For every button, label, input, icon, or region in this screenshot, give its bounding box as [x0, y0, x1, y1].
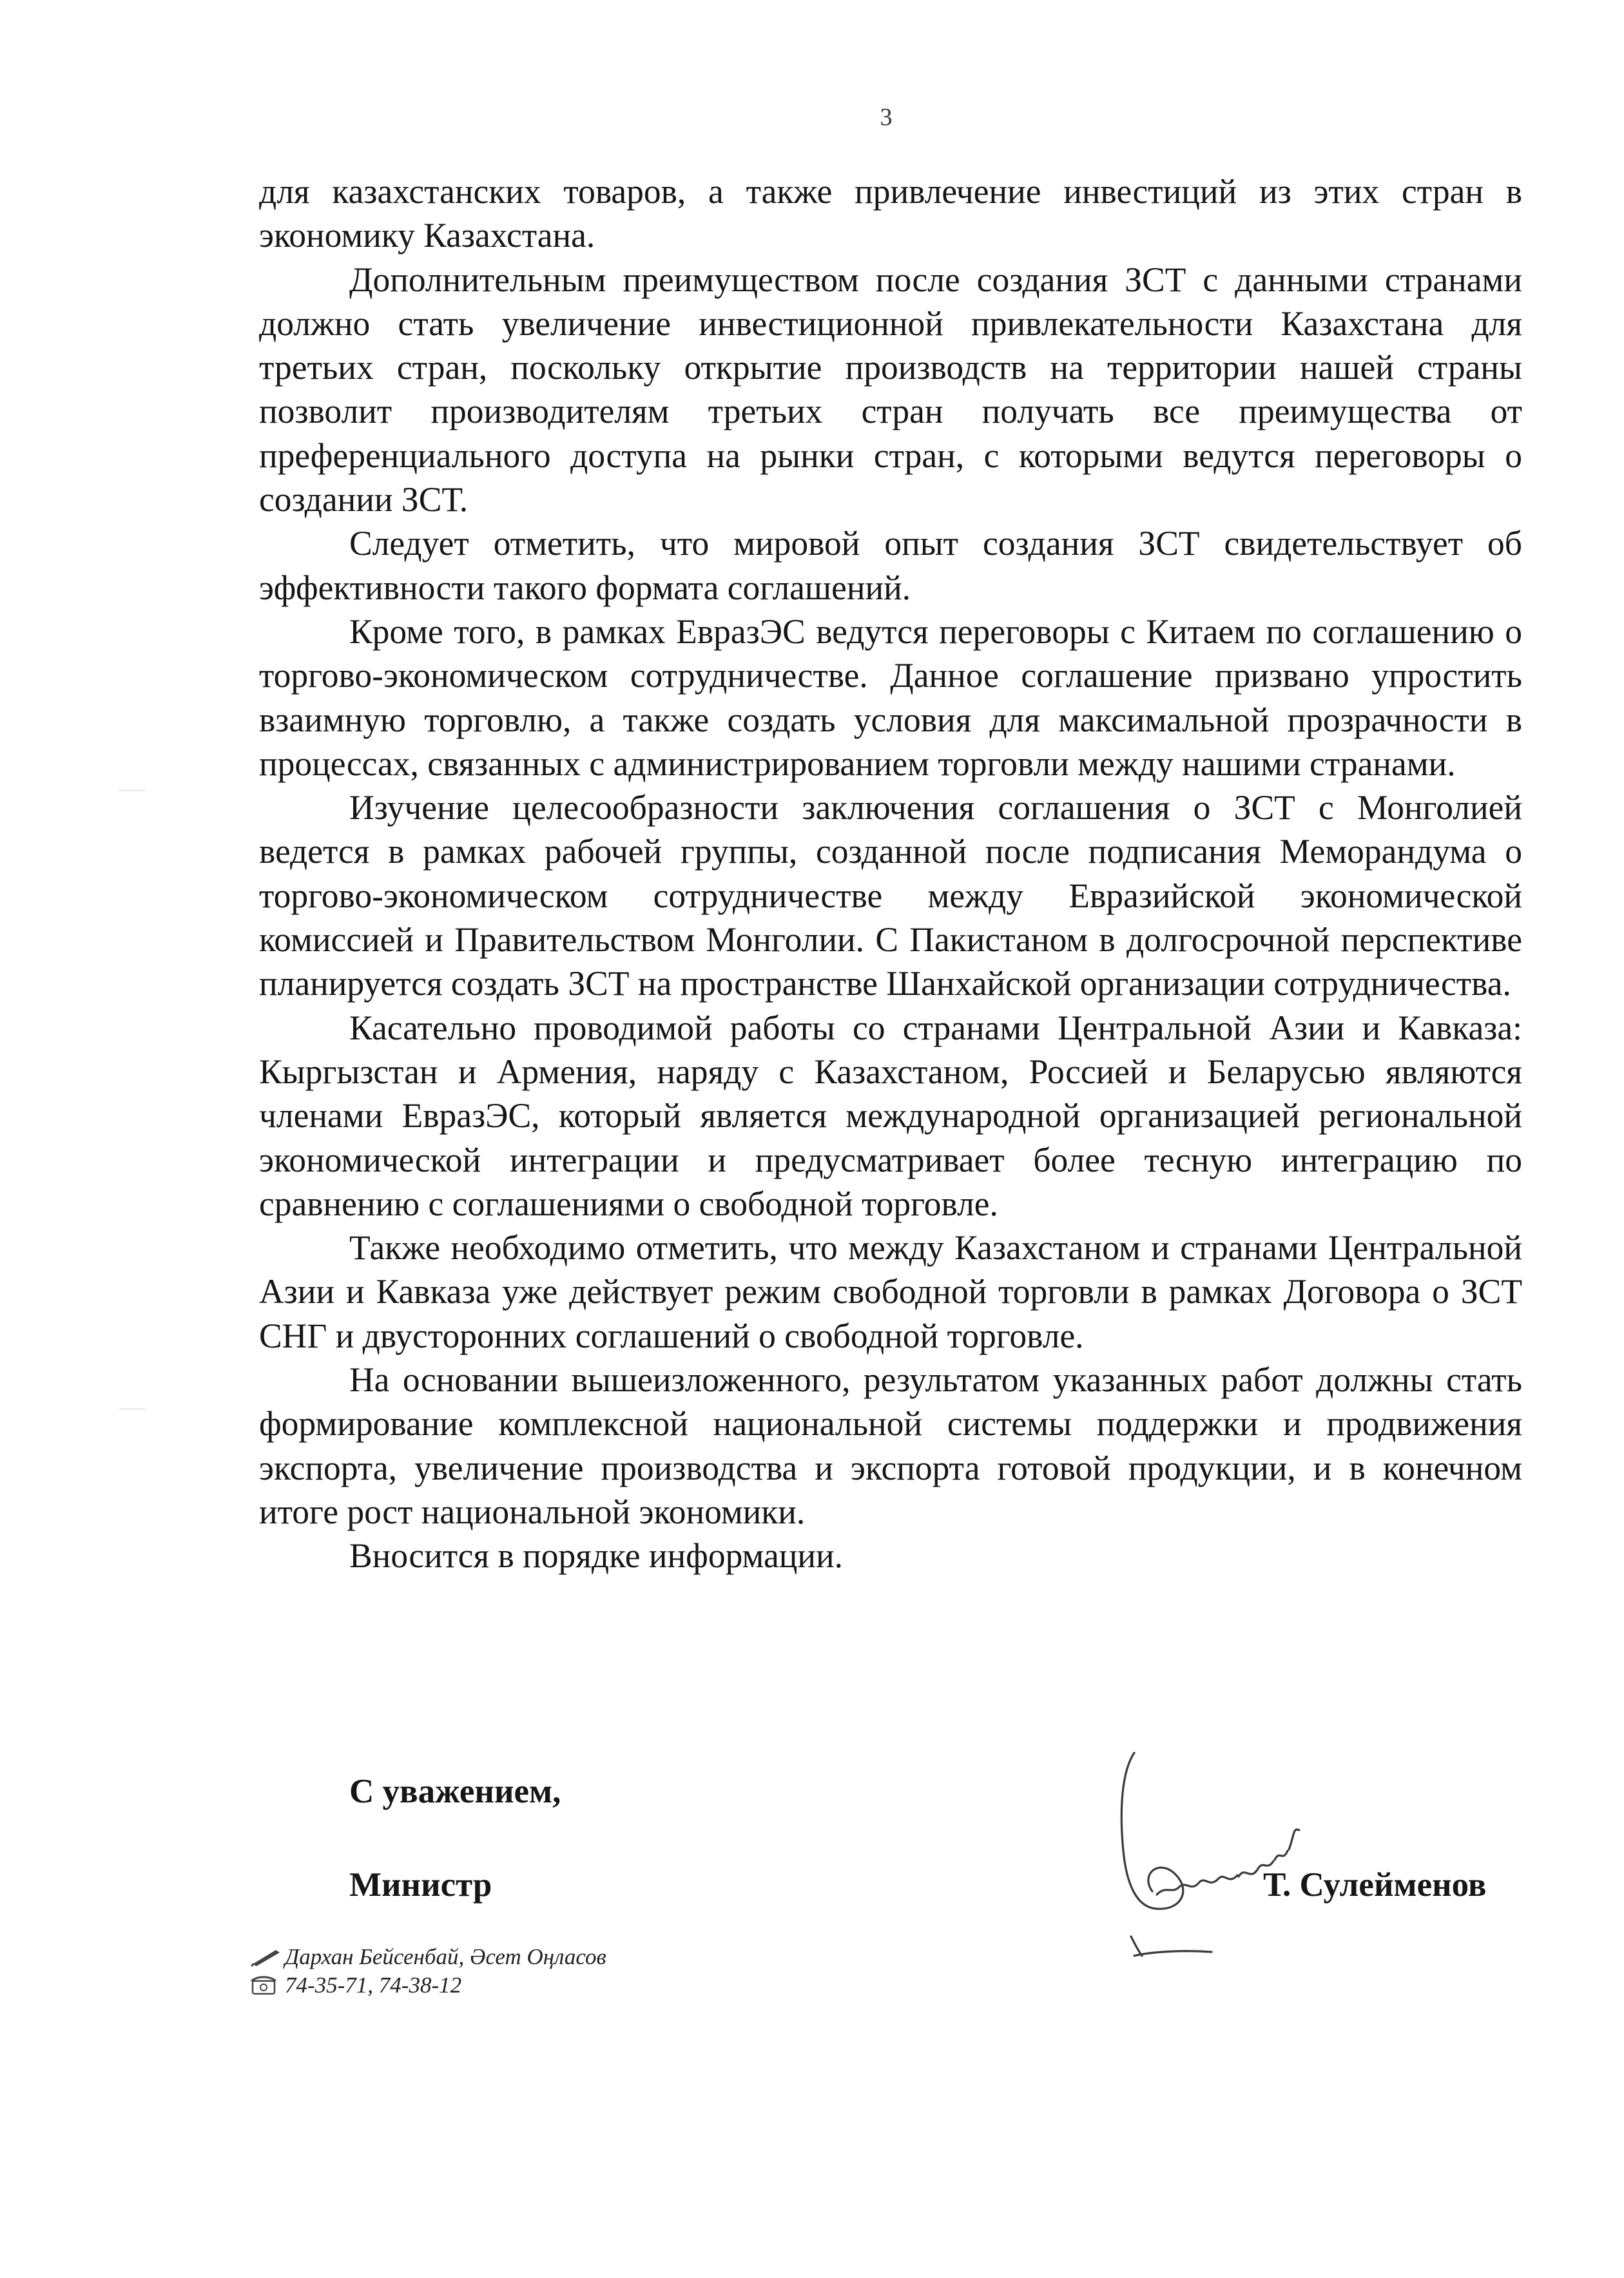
paragraph-mongolia-pakistan: Изучение целесообразности заключения соглашения о ЗСТ с Монголией ведется в рамках рабочей группы, созданной после подписания Меморандума о торгово-экономическом сотрудничестве между Евразийской экономической комиссией и Правительством Монголии. С Пакистаном в долгосрочной перспективе планируется создать ЗСТ на пространстве Шанхайской организации сотрудничества. — [259, 788, 1522, 1003]
phone-icon — [250, 1974, 285, 1996]
executors-names: Дархан Бейсенбай, Әсет Оңласов — [285, 1944, 606, 1969]
phones-row — [250, 1971, 606, 2000]
paragraph-china: Кроме того, в рамках ЕвразЭС ведутся переговоры с Китаем по соглашению о торгово-экономическом сотрудничестве. Данное соглашение призвано упростить взаимную торговлю, а также создать условия для максимальной прозрачности в процессах, связанных с администрированием торговли между нашими странами. — [259, 612, 1522, 783]
paragraph-central-asia: Касательно проводимой работы со странами Центральной Азии и Кавказа: Кыргызстан и Армения, наряду с Казахстаном, Россией и Беларусью являются членами ЕвразЭС, который является международной организацией региональной экономической интеграции и предусматривает более тесную интеграцию по сравнению с соглашениями о свободной торговле. — [259, 1008, 1522, 1223]
signatory-position: Министр — [349, 1866, 492, 1904]
pen-icon — [250, 1946, 285, 1968]
handwritten-signature — [1096, 1733, 1366, 1972]
page-number: 3 — [880, 104, 893, 131]
closing-regards: С уважением, — [349, 1773, 561, 1810]
executors-row — [250, 1943, 606, 1971]
paragraph-continuation: для казахстанских товаров, а также привлечение инвестиций из этих стран в экономику Казахстана. — [259, 172, 1522, 255]
signatory-name: Т. Сулейменов — [1263, 1866, 1487, 1904]
scan-artifact — [119, 789, 145, 791]
paragraph-for-information: Вносится в порядке информации. — [349, 1536, 844, 1576]
contacts-block — [250, 1943, 606, 2000]
letter-body — [259, 169, 1522, 1578]
paragraph-conclusion: На основании вышеизложенного, результатом указанных работ должны стать формирование комплексной национальной системы поддержки и продвижения экспорта, увеличение производства и экспорта готовой продукции, и в конечном итоге рост национальной экономики. — [259, 1360, 1522, 1531]
paragraph-advantage: Дополнительным преимуществом после создания ЗСТ с данными странами должно стать увеличение инвестиционной привлекательности Казахстана для третьих стран, поскольку открытие производств на территории нашей страны позволит производителям третьих стран получать все преимущества от преференциального доступа на рынки стран, с которыми ведутся переговоры о создании ЗСТ. — [259, 260, 1522, 519]
paragraph-world-experience: Следует отметить, что мировой опыт создания ЗСТ свидетельствует об эффективности такого формата соглашений. — [259, 524, 1522, 607]
phone-numbers: 74-35-71, 74-38-12 — [285, 1973, 462, 1998]
scan-artifact — [119, 1408, 145, 1410]
paragraph-free-trade: Также необходимо отметить, что между Казахстаном и странами Центральной Азии и Кавказа уже действует режим свободной торговли в рамках Договора о ЗСТ СНГ и двусторонних соглашений о свободной торговле. — [259, 1228, 1522, 1355]
